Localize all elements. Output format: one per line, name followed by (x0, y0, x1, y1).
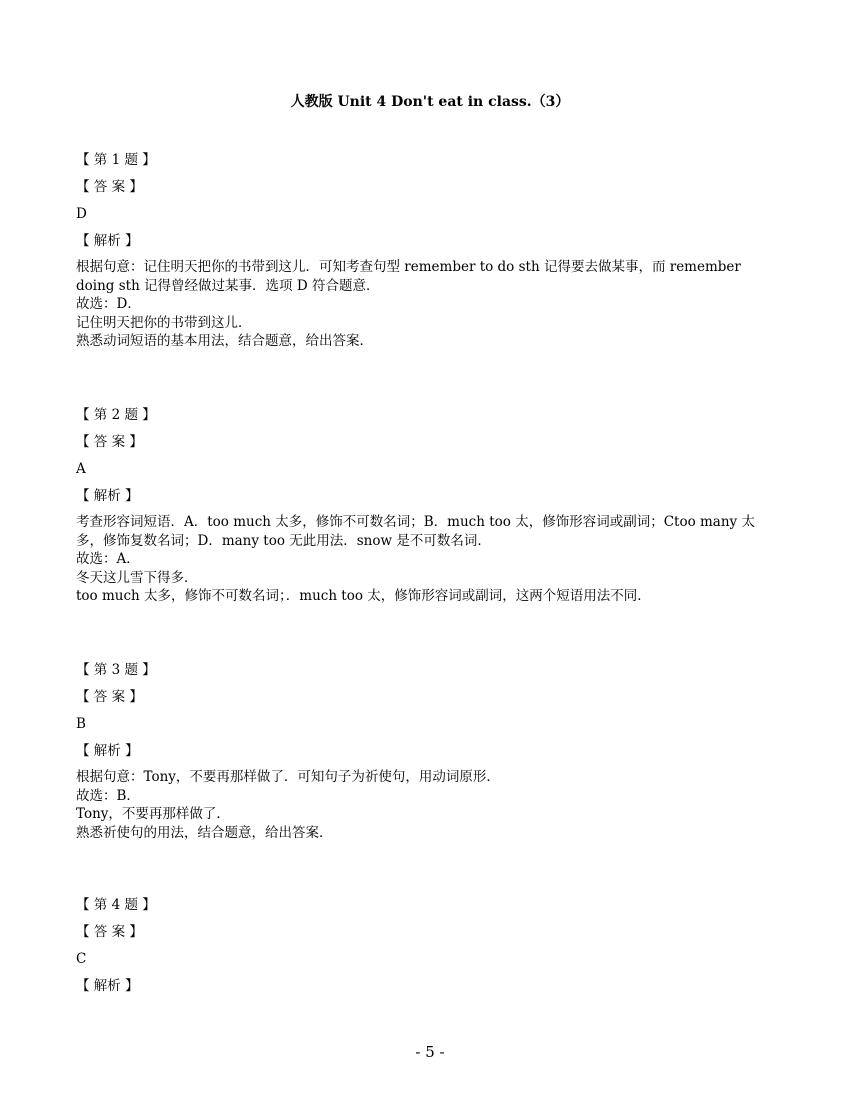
analysis-line: 故选：B． (76, 787, 140, 804)
question-2 (76, 405, 796, 606)
analysis-line: 根据句意：Tony，不要再那样做了．可知句子为祈使句，用动词原形． (76, 769, 500, 785)
analysis-text (76, 513, 796, 606)
question-number-label: 【 第 4 题 】 (76, 897, 156, 913)
analysis-line: 根据句意：记住明天把你的书带到这儿．可知考查句型 remember to do sth 记得要去做某事，而 remember (76, 259, 741, 275)
document-title: 人教版 Unit 4 Don't eat in class.（3） (290, 94, 570, 110)
analysis-line: 记住明天把你的书带到这儿． (76, 314, 252, 331)
analysis-line: too much 太多，修饰不可数名词；．much too 太，修饰形容词或副词，这两个短语用法不同． (76, 588, 651, 604)
analysis-line: 多，修饰复数名词；D．many too 无此用法．snow 是不可数名词． (76, 532, 491, 549)
question-3 (76, 660, 796, 842)
answer-label: 【 答 案 】 (76, 179, 143, 195)
question-1 (76, 150, 796, 351)
answer-value: C (76, 951, 87, 967)
analysis-line: 熟悉祈使句的用法，结合题意，给出答案． (76, 824, 333, 841)
analysis-text (76, 258, 796, 351)
analysis-label: 【 解析 】 (76, 233, 139, 249)
analysis-line: 考查形容词短语．A．too much 太多，修饰不可数名词；B．much too 太，修饰形容词或副词；Ctoo many 太 (76, 514, 755, 530)
answer-value: D (76, 206, 87, 222)
analysis-line: Tony，不要再那样做了． (76, 806, 230, 822)
question-4 (76, 895, 796, 1003)
analysis-label: 【 解析 】 (76, 488, 139, 504)
question-number-label: 【 第 3 题 】 (76, 662, 156, 678)
page-number: - 5 - (415, 1043, 445, 1061)
question-number-label: 【 第 2 题 】 (76, 407, 156, 423)
analysis-line: 故选：A． (76, 551, 140, 567)
analysis-label: 【 解析 】 (76, 743, 139, 759)
analysis-line: 冬天这儿雪下得多． (76, 569, 198, 586)
answer-value: A (76, 461, 86, 477)
analysis-text (76, 768, 796, 842)
answer-label: 【 答 案 】 (76, 689, 143, 705)
analysis-line: 故选：D． (76, 296, 141, 312)
analysis-line: 熟悉动词短语的基本用法，结合题意，给出答案． (76, 333, 373, 349)
answer-label: 【 答 案 】 (76, 924, 143, 940)
analysis-label: 【 解析 】 (76, 978, 139, 994)
analysis-line: doing sth 记得曾经做过某事．选项 D 符合题意． (76, 277, 380, 294)
question-number-label: 【 第 1 题 】 (76, 152, 156, 168)
answer-value: B (76, 716, 86, 732)
answer-label: 【 答 案 】 (76, 434, 143, 450)
